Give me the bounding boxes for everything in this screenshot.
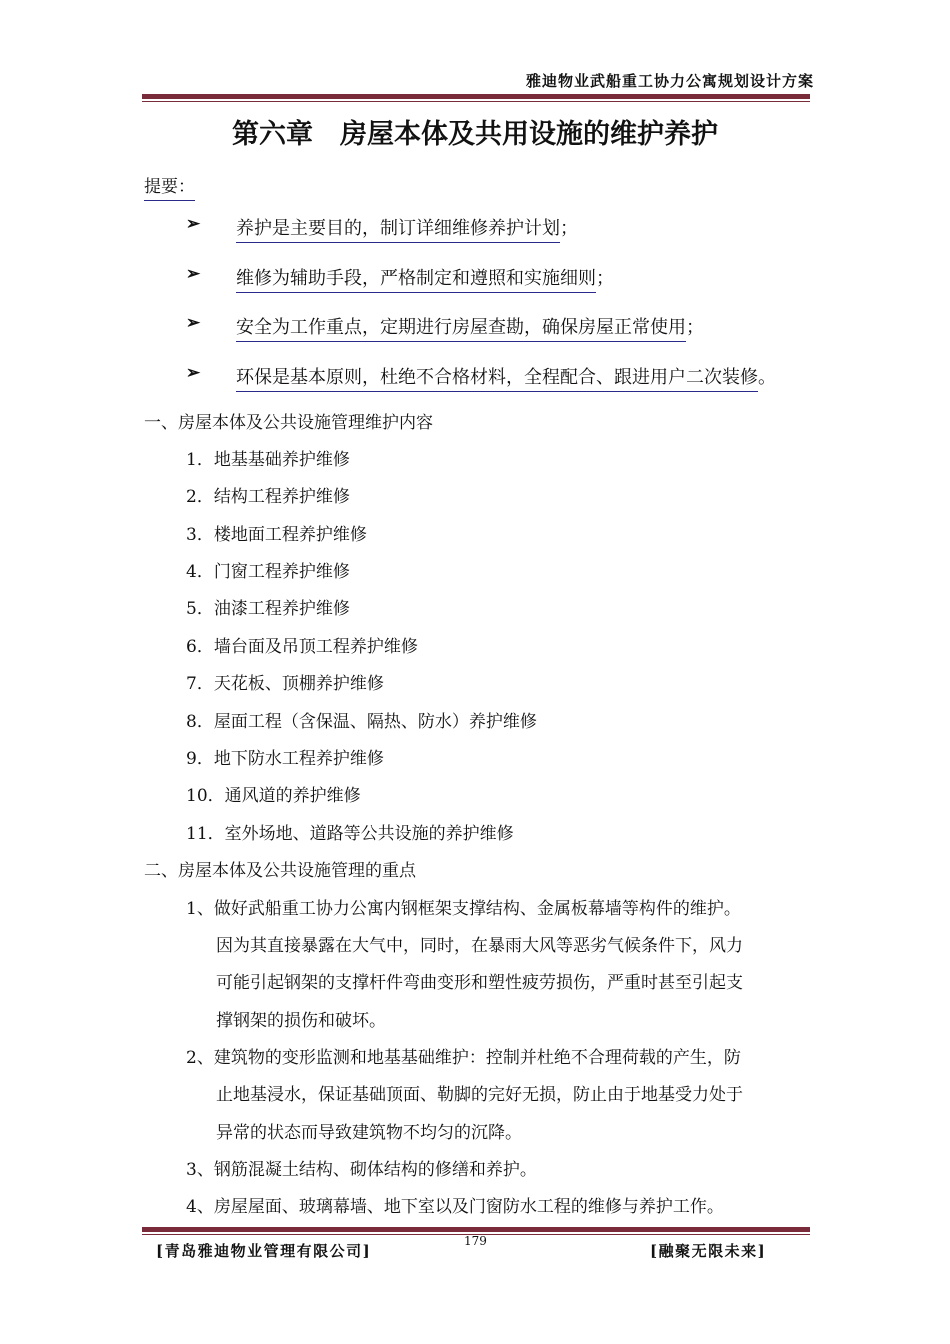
list-item: 3．楼地面工程养护维修 <box>186 525 367 545</box>
section-heading: 一、房屋本体及公共设施管理维护内容 <box>144 413 433 433</box>
footer-slogan: [融聚无限未来] <box>650 1242 767 1260</box>
summary-label: 提要： <box>144 172 195 201</box>
bullet-arrow-icon: ➢ <box>186 214 201 234</box>
summary-bullet-tail: ； <box>596 268 614 289</box>
header-rule-thin <box>142 101 810 102</box>
list-item: 2．结构工程养护维修 <box>186 487 350 507</box>
footer-rule-thick <box>142 1227 810 1232</box>
page-number: 179 <box>464 1234 487 1248</box>
bullet-arrow-icon: ➢ <box>186 264 201 284</box>
footer-company-name: [青岛雅迪物业管理有限公司] <box>156 1242 372 1260</box>
list-item: 9．地下防水工程养护维修 <box>186 749 384 769</box>
summary-bullet <box>236 363 776 389</box>
header-rule-thick <box>142 94 810 99</box>
summary-bullet-tail: ； <box>560 218 578 239</box>
summary-bullet-text: 安全为工作重点，定期进行房屋查勘，确保房屋正常使用 <box>236 317 686 342</box>
list-item: 1．地基基础养护维修 <box>186 450 350 470</box>
list-item: 8．屋面工程（含保温、隔热、防水）养护维修 <box>186 712 537 732</box>
paragraph-line: 因为其直接暴露在大气中，同时，在暴雨大风等恶劣气候条件下，风力 <box>216 936 743 956</box>
list-item: 10．通风道的养护维修 <box>186 786 361 806</box>
chapter-title: 第六章 房屋本体及共用设施的维护养护 <box>232 119 718 150</box>
paragraph-line: 止地基浸水，保证基础顶面、勒脚的完好无损，防止由于地基受力处于 <box>216 1085 743 1105</box>
paragraph-line: 异常的状态而导致建筑物不均匀的沉降。 <box>216 1123 522 1143</box>
summary-bullet <box>236 313 704 339</box>
section2-paragraph-3: 3、钢筋混凝土结构、砌体结构的修缮和养护。 <box>186 1160 537 1180</box>
summary-bullet <box>236 214 578 240</box>
bullet-arrow-icon: ➢ <box>186 313 201 333</box>
running-header-title: 雅迪物业武船重工协力公寓规划设计方案 <box>525 72 814 90</box>
summary-bullet-text: 养护是主要目的，制订详细维修养护计划 <box>236 218 560 243</box>
list-item: 11．室外场地、道路等公共设施的养护维修 <box>186 824 514 844</box>
list-item: 7．天花板、顶棚养护维修 <box>186 674 384 694</box>
summary-bullet-text: 环保是基本原则，杜绝不合格材料，全程配合、跟进用户二次装修 <box>236 367 758 392</box>
summary-bullet <box>236 264 614 290</box>
summary-bullet-tail: ； <box>686 317 704 338</box>
paragraph-line: 2、建筑物的变形监测和地基基础维护：控制并杜绝不合理荷载的产生，防 <box>186 1048 741 1068</box>
list-item: 5．油漆工程养护维修 <box>186 599 350 619</box>
summary-bullet-text: 维修为辅助手段，严格制定和遵照和实施细则 <box>236 268 596 293</box>
paragraph-line: 可能引起钢架的支撑杆件弯曲变形和塑性疲劳损伤，严重时甚至引起支 <box>216 973 743 993</box>
paragraph-line: 撑钢架的损伤和破坏。 <box>216 1011 386 1031</box>
list-item: 4．门窗工程养护维修 <box>186 562 350 582</box>
summary-bullet-tail: 。 <box>758 367 776 388</box>
paragraph-line: 1、做好武船重工协力公寓内钢框架支撑结构、金属板幕墙等构件的维护。 <box>186 899 741 919</box>
section-heading: 二、房屋本体及公共设施管理的重点 <box>144 861 416 881</box>
bullet-arrow-icon: ➢ <box>186 363 201 383</box>
section2-paragraph-4: 4、房屋屋面、玻璃幕墙、地下室以及门窗防水工程的维修与养护工作。 <box>186 1197 724 1217</box>
list-item: 6．墙台面及吊顶工程养护维修 <box>186 637 418 657</box>
